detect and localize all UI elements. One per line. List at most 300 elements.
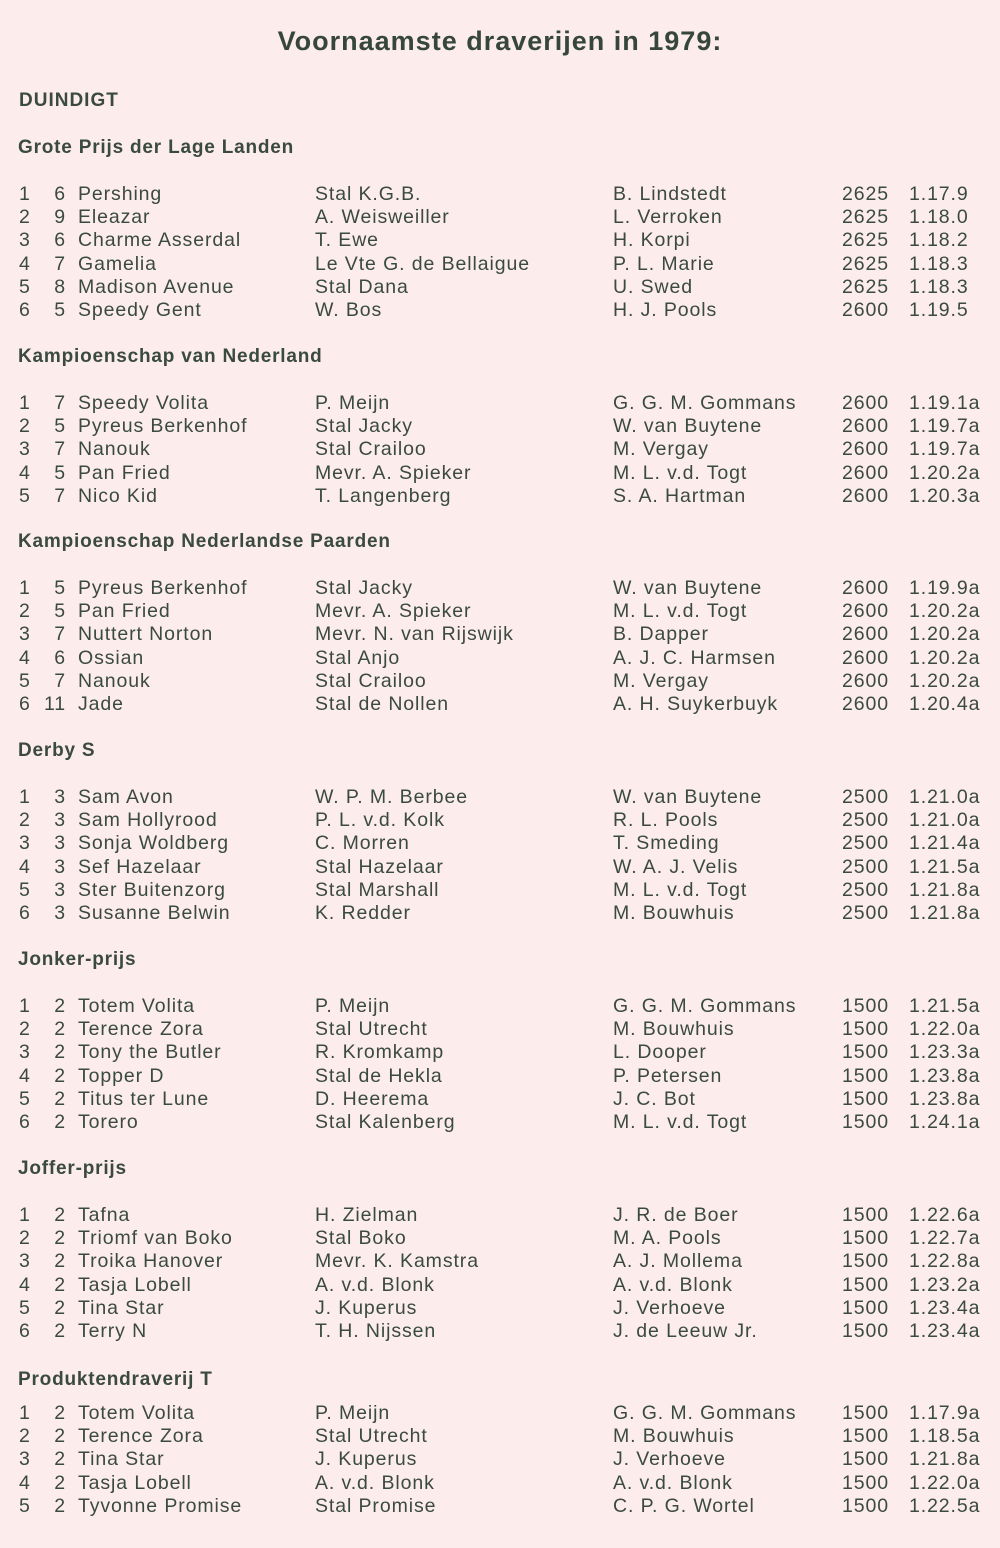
age-cell: 6 [54,229,66,252]
region-heading: DUINDIGT [19,90,119,111]
driver-cell: U. Swed [613,275,693,298]
driver-cell: M. Bouwhuis [613,902,735,924]
place-cell: 1 [19,786,31,808]
owner-cell: K. Redder [315,902,411,924]
age-cell: 2 [54,1494,66,1517]
result-row [0,276,1000,299]
horse-cell: Totem Volita [78,1402,196,1424]
place-cell: 2 [19,600,31,623]
place-cell: 3 [19,1250,31,1273]
distance-cell: 2600 [842,669,889,692]
time-cell: 1.21.0a [909,786,981,808]
owner-cell: Stal de Nollen [315,693,450,715]
horse-cell: Tony the Butler [78,1041,222,1064]
driver-cell: W. van Buytene [613,415,763,438]
result-row [0,1041,1000,1064]
horse-cell: Tina Star [78,1296,165,1319]
age-cell: 3 [54,786,66,808]
distance-cell: 1500 [842,1273,889,1296]
driver-cell: M. L. v.d. Togt [613,1111,748,1133]
time-cell: 1.19.7a [909,438,981,461]
driver-cell: H. Korpi [613,229,691,252]
distance-cell: 1500 [842,1041,889,1064]
result-row [0,577,1000,600]
owner-cell: A. v.d. Blonk [315,1273,435,1296]
driver-cell: B. Lindstedt [613,183,727,205]
owner-cell: T. H. Nijssen [315,1320,437,1342]
result-row [0,902,1000,925]
owner-cell: Stal K.G.B. [315,183,422,205]
distance-cell: 2600 [842,484,889,507]
owner-cell: P. L. v.d. Kolk [315,809,445,832]
driver-cell: A. H. Suykerbuyk [613,693,779,715]
driver-cell: M. A. Pools [613,1227,722,1250]
distance-cell: 2625 [842,252,889,275]
horse-cell: Tyvonne Promise [78,1494,243,1517]
horse-cell: Terry N [78,1320,148,1342]
place-cell: 3 [19,1448,31,1471]
result-row [0,693,1000,716]
distance-cell: 1500 [842,1250,889,1273]
place-cell: 5 [19,1494,31,1517]
place-cell: 2 [19,415,31,438]
horse-cell: Tasja Lobell [78,1273,192,1296]
distance-cell: 2625 [842,275,889,298]
section-title: Kampioenschap Nederlandse Paarden [18,531,391,552]
time-cell: 1.18.5a [909,1425,981,1448]
time-cell: 1.19.1a [909,392,981,414]
place-cell: 4 [19,1064,31,1087]
horse-cell: Titus ter Lune [78,1087,210,1110]
time-cell: 1.22.7a [909,1227,981,1250]
age-cell: 5 [54,461,66,484]
horse-cell: Pyreus Berkenhof [78,577,248,599]
age-cell: 2 [54,1425,66,1448]
horse-cell: Gamelia [78,252,157,275]
age-cell: 3 [54,832,66,855]
time-cell: 1.18.3 [909,252,969,275]
owner-cell: Stal Crailoo [315,669,427,692]
place-cell: 5 [19,669,31,692]
place-cell: 6 [19,299,31,321]
age-cell: 2 [54,1402,66,1424]
owner-cell: H. Zielman [315,1204,419,1226]
horse-cell: Totem Volita [78,995,196,1017]
result-row [0,623,1000,646]
driver-cell: M. Bouwhuis [613,1018,735,1041]
driver-cell: G. G. M. Gommans [613,995,797,1017]
place-cell: 5 [19,878,31,901]
driver-cell: J. C. Bot [613,1087,696,1110]
distance-cell: 1500 [842,1471,889,1494]
result-row [0,183,1000,206]
horse-cell: Susanne Belwin [78,902,231,924]
owner-cell: Stal Crailoo [315,438,427,461]
time-cell: 1.22.0a [909,1471,981,1494]
result-row [0,600,1000,623]
distance-cell: 1500 [842,1296,889,1319]
distance-cell: 1500 [842,1448,889,1471]
owner-cell: Le Vte G. de Bellaigue [315,252,530,275]
horse-cell: Topper D [78,1064,165,1087]
place-cell: 1 [19,995,31,1017]
driver-cell: S. A. Hartman [613,484,747,507]
driver-cell: J. de Leeuw Jr. [613,1320,758,1342]
owner-cell: D. Heerema [315,1087,430,1110]
owner-cell: T. Langenberg [315,484,452,507]
age-cell: 5 [54,600,66,623]
owner-cell: Mevr. N. van Rijswijk [315,623,514,646]
result-row [0,809,1000,832]
result-row [0,415,1000,438]
place-cell: 4 [19,855,31,878]
owner-cell: Mevr. A. Spieker [315,461,472,484]
driver-cell: G. G. M. Gommans [613,392,797,414]
owner-cell: Stal de Hekla [315,1064,443,1087]
result-row [0,438,1000,461]
horse-cell: Triomf van Boko [78,1227,233,1250]
age-cell: 11 [43,693,66,715]
distance-cell: 1500 [842,995,889,1017]
age-cell: 3 [54,902,66,924]
distance-cell: 2600 [842,415,889,438]
time-cell: 1.22.0a [909,1018,981,1041]
result-row [0,1111,1000,1134]
section-title: Jonker-prijs [18,949,137,970]
distance-cell: 2500 [842,902,889,924]
result-row [0,995,1000,1018]
result-row [0,485,1000,508]
result-row [0,392,1000,415]
age-cell: 2 [54,1227,66,1250]
owner-cell: Stal Jacky [315,415,413,438]
horse-cell: Nuttert Norton [78,623,214,646]
time-cell: 1.22.5a [909,1494,981,1517]
age-cell: 2 [54,1320,66,1342]
owner-cell: A. Weisweiller [315,206,450,229]
driver-cell: A. v.d. Blonk [613,1471,733,1494]
horse-cell: Terence Zora [78,1018,204,1041]
owner-cell: W. P. M. Berbee [315,786,468,808]
result-row [0,253,1000,276]
horse-cell: Sef Hazelaar [78,855,202,878]
distance-cell: 1500 [842,1087,889,1110]
driver-cell: C. P. G. Wortel [613,1494,755,1517]
place-cell: 6 [19,1320,31,1342]
driver-cell: W. van Buytene [613,786,763,808]
distance-cell: 2500 [842,855,889,878]
owner-cell: J. Kuperus [315,1448,418,1471]
age-cell: 6 [54,183,66,205]
place-cell: 1 [19,392,31,414]
horse-cell: Troika Hanover [78,1250,224,1273]
age-cell: 7 [54,392,66,414]
place-cell: 1 [19,183,31,205]
horse-cell: Tasja Lobell [78,1471,192,1494]
age-cell: 7 [54,484,66,507]
age-cell: 2 [54,1273,66,1296]
owner-cell: Stal Hazelaar [315,855,444,878]
result-row [0,1227,1000,1250]
driver-cell: A. v.d. Blonk [613,1273,733,1296]
distance-cell: 2500 [842,832,889,855]
page-title: Voornaamste draverijen in 1979: [277,26,723,56]
time-cell: 1.18.2 [909,229,969,252]
time-cell: 1.19.7a [909,415,981,438]
driver-cell: B. Dapper [613,623,709,646]
time-cell: 1.20.3a [909,484,981,507]
owner-cell: R. Kromkamp [315,1041,445,1064]
place-cell: 1 [19,1204,31,1226]
result-row [0,1274,1000,1297]
owner-cell: Stal Jacky [315,577,413,599]
age-cell: 2 [54,1041,66,1064]
result-row [0,1088,1000,1111]
time-cell: 1.19.5 [909,299,969,321]
owner-cell: Stal Promise [315,1494,437,1517]
place-cell: 2 [19,1425,31,1448]
horse-cell: Madison Avenue [78,275,235,298]
distance-cell: 2600 [842,693,889,715]
result-row [0,1204,1000,1227]
result-row [0,670,1000,693]
section-title: Joffer-prijs [18,1158,127,1179]
driver-cell: W. van Buytene [613,577,763,599]
horse-cell: Ossian [78,646,145,669]
result-row [0,856,1000,879]
time-cell: 1.20.2a [909,600,981,623]
driver-cell: L. Dooper [613,1041,707,1064]
time-cell: 1.22.6a [909,1204,981,1226]
age-cell: 5 [54,299,66,321]
time-cell: 1.24.1a [909,1111,981,1133]
distance-cell: 2500 [842,878,889,901]
age-cell: 2 [54,1448,66,1471]
age-cell: 8 [54,275,66,298]
driver-cell: J. R. de Boer [613,1204,739,1226]
driver-cell: W. A. J. Velis [613,855,739,878]
age-cell: 2 [54,1087,66,1110]
time-cell: 1.21.4a [909,832,981,855]
place-cell: 4 [19,1273,31,1296]
place-cell: 5 [19,1296,31,1319]
place-cell: 6 [19,1111,31,1133]
result-row [0,879,1000,902]
result-row [0,206,1000,229]
driver-cell: M. Vergay [613,438,709,461]
horse-cell: Eleazar [78,206,151,229]
distance-cell: 1500 [842,1204,889,1226]
time-cell: 1.19.9a [909,577,981,599]
horse-cell: Tina Star [78,1448,165,1471]
place-cell: 5 [19,1087,31,1110]
distance-cell: 1500 [842,1402,889,1424]
driver-cell: M. L. v.d. Togt [613,600,748,623]
age-cell: 2 [54,995,66,1017]
owner-cell: C. Morren [315,832,410,855]
result-row [0,1425,1000,1448]
time-cell: 1.23.8a [909,1064,981,1087]
place-cell: 4 [19,252,31,275]
age-cell: 2 [54,1018,66,1041]
place-cell: 3 [19,438,31,461]
distance-cell: 1500 [842,1111,889,1133]
time-cell: 1.21.8a [909,1448,981,1471]
distance-cell: 2600 [842,646,889,669]
result-row [0,1297,1000,1320]
age-cell: 5 [54,577,66,599]
owner-cell: Stal Boko [315,1227,407,1250]
place-cell: 6 [19,902,31,924]
place-cell: 1 [19,1402,31,1424]
horse-cell: Torero [78,1111,139,1133]
owner-cell: Stal Marshall [315,878,440,901]
age-cell: 7 [54,438,66,461]
driver-cell: G. G. M. Gommans [613,1402,797,1424]
owner-cell: P. Meijn [315,1402,391,1424]
section-title: Grote Prijs der Lage Landen [18,137,295,158]
owner-cell: T. Ewe [315,229,379,252]
horse-cell: Pershing [78,183,163,205]
time-cell: 1.21.5a [909,995,981,1017]
distance-cell: 2625 [842,229,889,252]
place-cell: 3 [19,623,31,646]
time-cell: 1.21.5a [909,855,981,878]
age-cell: 2 [54,1064,66,1087]
place-cell: 4 [19,646,31,669]
distance-cell: 1500 [842,1018,889,1041]
driver-cell: A. J. C. Harmsen [613,646,776,669]
time-cell: 1.21.8a [909,902,981,924]
distance-cell: 1500 [842,1320,889,1342]
distance-cell: 1500 [842,1227,889,1250]
place-cell: 5 [19,484,31,507]
result-row [0,786,1000,809]
place-cell: 4 [19,461,31,484]
result-row [0,1250,1000,1273]
time-cell: 1.21.8a [909,878,981,901]
age-cell: 7 [54,669,66,692]
time-cell: 1.22.8a [909,1250,981,1273]
owner-cell: W. Bos [315,299,383,321]
result-row [0,1495,1000,1518]
horse-cell: Ster Buitenzorg [78,878,226,901]
place-cell: 3 [19,229,31,252]
age-cell: 3 [54,878,66,901]
age-cell: 6 [54,646,66,669]
distance-cell: 2600 [842,577,889,599]
distance-cell: 2600 [842,392,889,414]
section-title: Produktendraverij T [18,1369,213,1390]
result-row [0,299,1000,322]
distance-cell: 1500 [842,1425,889,1448]
place-cell: 5 [19,275,31,298]
horse-cell: Pan Fried [78,461,171,484]
owner-cell: Stal Anjo [315,646,401,669]
place-cell: 1 [19,577,31,599]
distance-cell: 2600 [842,600,889,623]
result-row [0,1320,1000,1343]
time-cell: 1.23.8a [909,1087,981,1110]
distance-cell: 2625 [842,206,889,229]
result-row [0,1018,1000,1041]
place-cell: 2 [19,1227,31,1250]
distance-cell: 1500 [842,1064,889,1087]
horse-cell: Speedy Volita [78,392,209,414]
owner-cell: A. v.d. Blonk [315,1471,435,1494]
driver-cell: M. L. v.d. Togt [613,461,748,484]
driver-cell: J. Verhoeve [613,1296,726,1319]
place-cell: 3 [19,832,31,855]
age-cell: 2 [54,1204,66,1226]
distance-cell: 2500 [842,809,889,832]
time-cell: 1.20.2a [909,623,981,646]
horse-cell: Speedy Gent [78,299,202,321]
result-row [0,1065,1000,1088]
age-cell: 7 [54,252,66,275]
age-cell: 3 [54,855,66,878]
horse-cell: Sam Hollyrood [78,809,218,832]
horse-cell: Terence Zora [78,1425,204,1448]
section-title: Kampioenschap van Nederland [18,346,323,367]
time-cell: 1.23.4a [909,1320,981,1342]
owner-cell: Mevr. K. Kamstra [315,1250,479,1273]
age-cell: 3 [54,809,66,832]
horse-cell: Sonja Woldberg [78,832,229,855]
distance-cell: 2625 [842,183,889,205]
driver-cell: J. Verhoeve [613,1448,726,1471]
owner-cell: J. Kuperus [315,1296,418,1319]
driver-cell: A. J. Mollema [613,1250,743,1273]
result-row [0,1448,1000,1471]
age-cell: 2 [54,1471,66,1494]
result-row [0,462,1000,485]
owner-cell: Stal Utrecht [315,1425,428,1448]
owner-cell: P. Meijn [315,995,391,1017]
result-row [0,229,1000,252]
result-row [0,832,1000,855]
driver-cell: M. L. v.d. Togt [613,878,748,901]
driver-cell: R. L. Pools [613,809,719,832]
time-cell: 1.23.2a [909,1273,981,1296]
time-cell: 1.21.0a [909,809,981,832]
place-cell: 3 [19,1041,31,1064]
result-row [0,1472,1000,1495]
place-cell: 2 [19,1018,31,1041]
distance-cell: 2500 [842,786,889,808]
place-cell: 2 [19,206,31,229]
time-cell: 1.20.2a [909,669,981,692]
result-row [0,647,1000,670]
age-cell: 7 [54,623,66,646]
distance-cell: 2600 [842,438,889,461]
place-cell: 4 [19,1471,31,1494]
place-cell: 6 [19,693,31,715]
horse-cell: Nanouk [78,669,151,692]
driver-cell: L. Verroken [613,206,723,229]
driver-cell: T. Smeding [613,832,720,855]
horse-cell: Tafna [78,1204,131,1226]
section-title: Derby S [18,740,96,761]
owner-cell: Mevr. A. Spieker [315,600,472,623]
owner-cell: Stal Kalenberg [315,1111,456,1133]
time-cell: 1.23.4a [909,1296,981,1319]
time-cell: 1.18.3 [909,275,969,298]
time-cell: 1.17.9 [909,183,969,205]
owner-cell: P. Meijn [315,392,391,414]
driver-cell: M. Bouwhuis [613,1425,735,1448]
age-cell: 2 [54,1250,66,1273]
